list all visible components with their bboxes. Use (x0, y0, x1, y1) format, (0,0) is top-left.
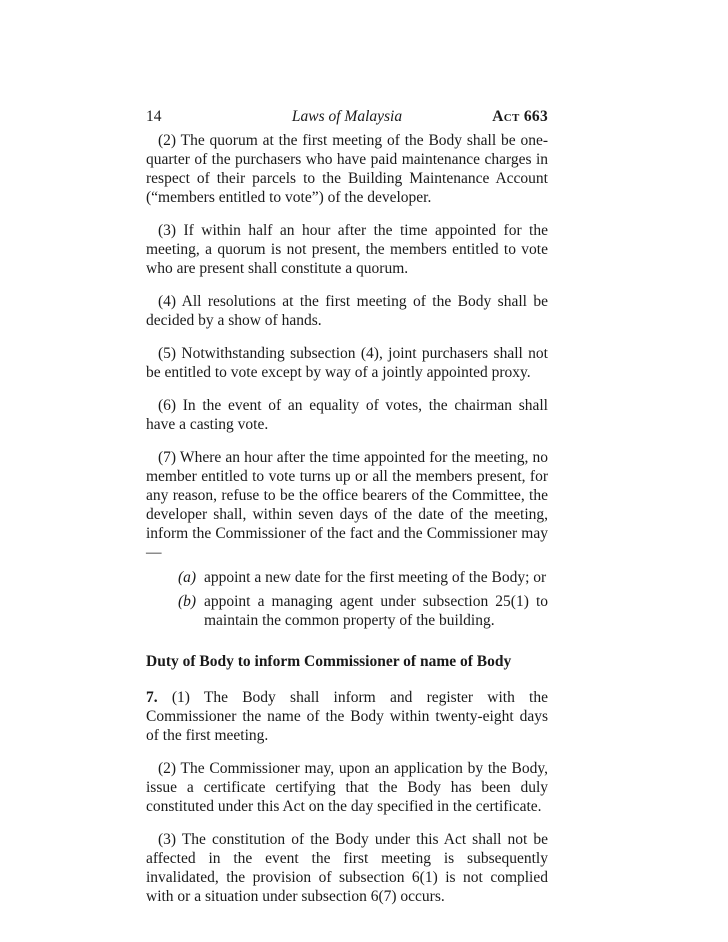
act-number: Act 663 (492, 108, 548, 125)
item-text: appoint a managing agent under subsection 25(1) to maintain the common property of the building. (204, 593, 548, 629)
subsection-text: (1) The Body shall inform and register with the Commissioner the name of the Body within twenty-eight days of the first meeting. (146, 689, 548, 744)
page-number: 14 (146, 108, 162, 125)
section-7-subsection-3: (3) The constitution of the Body under this Act shall not be affected in the event the first meeting is subsequently invalidated, the provision of subsection 6(1) is not complied with or a situation under subsection 6(7) occurs. (146, 831, 548, 905)
item-label: (a) (178, 569, 197, 586)
paragraph-5: (5) Notwithstanding subsection (4), joint purchasers shall not be entitled to vote except by way of a jointly appointed proxy. (146, 345, 548, 381)
list-items (146, 568, 548, 630)
section-heading: Duty of Body to inform Commissioner of name of Body (146, 653, 512, 670)
item-label: (b) (178, 593, 197, 610)
paragraph-3: (3) If within half an hour after the time appointed for the meeting, a quorum is not present, the members entitled to vote who are present shall constitute a quorum. (146, 222, 548, 277)
page-header (146, 108, 548, 128)
section-7-subsection-1 (146, 688, 548, 745)
document-body (146, 131, 548, 920)
running-title: Laws of Malaysia (291, 108, 403, 125)
paragraph-4: (4) All resolutions at the first meeting of the Body shall be decided by a show of hands. (146, 293, 548, 329)
item-text: appoint a new date for the first meeting of the Body; or (204, 569, 547, 586)
list-item-a (178, 568, 548, 587)
list-item-b (178, 592, 548, 630)
section-number: 7. (146, 689, 158, 706)
paragraph-2: (2) The quorum at the first meeting of the Body shall be one-quarter of the purchasers who have paid maintenance charges in respect of their parcels to the Building Maintenance Account (“members entitled to vote”) of the developer. (146, 132, 548, 206)
paragraph-6: (6) In the event of an equality of votes, the chairman shall have a casting vote. (146, 397, 548, 433)
paragraph-7: (7) Where an hour after the time appointed for the meeting, no member entitled to vote turns up or all the members present, for any reason, refuse to be the office bearers of the Committee, the developer shall, within seven days of the date of the meeting, inform the Commissioner of the fact and the Commissioner may— (146, 449, 548, 561)
section-7-subsection-2: (2) The Commissioner may, upon an application by the Body, issue a certificate certifying that the Body has been duly constituted under this Act on the day specified in the certificate. (146, 760, 548, 815)
